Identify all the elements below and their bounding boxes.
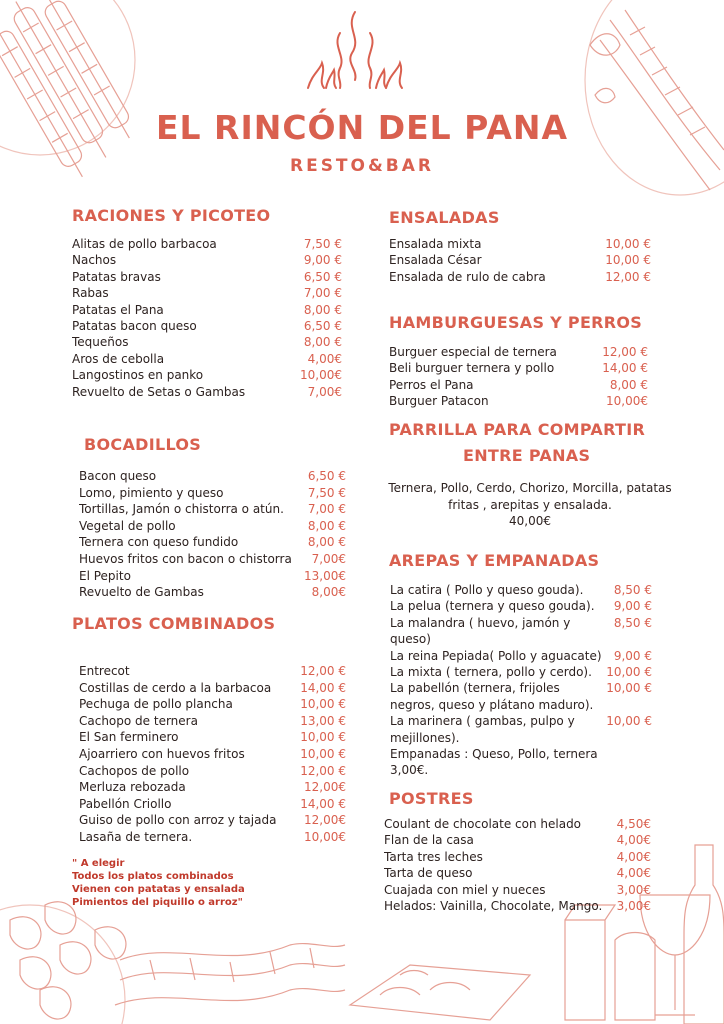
menu-list-ensaladas bbox=[389, 236, 651, 285]
menu-item bbox=[390, 582, 652, 598]
menu-item bbox=[390, 680, 652, 713]
menu-list-postres bbox=[384, 816, 651, 914]
menu-item bbox=[79, 829, 346, 846]
section-title-parrilla-line2: ENTRE PANAS bbox=[463, 446, 591, 465]
menu-item-name: La pabellón (ternera, frijoles negros, queso y plátano maduro). bbox=[390, 681, 594, 712]
menu-item-name: Bacon queso bbox=[79, 469, 157, 483]
menu-item-name: Nachos bbox=[72, 253, 117, 268]
section-title-platos: PLATOS COMBINADOS bbox=[72, 614, 276, 633]
menu-item-price: 7,00€ bbox=[311, 551, 346, 566]
menu-item bbox=[390, 664, 652, 680]
menu-item bbox=[72, 351, 342, 367]
menu-item-name: La mixta ( ternera, pollo y cerdo). bbox=[390, 665, 592, 680]
menu-item bbox=[390, 615, 652, 648]
menu-list-hamburguesas bbox=[389, 344, 648, 410]
section-title-postres: POSTRES bbox=[389, 789, 474, 808]
menu-item-price: 8,50 € bbox=[613, 615, 652, 630]
parrilla-text-line2: fritas , arepitas y ensalada. bbox=[448, 497, 612, 512]
menu-item-name: Vegetal de pollo bbox=[79, 518, 176, 533]
menu-item-price: 6,50 € bbox=[307, 469, 346, 483]
menu-item-name: Perros el Pana bbox=[389, 377, 474, 392]
menu-item-price: 12,00€ bbox=[304, 780, 346, 795]
menu-item-name: Guiso de pollo con arroz y tajada bbox=[79, 813, 277, 828]
menu-item bbox=[390, 713, 652, 746]
menu-item bbox=[79, 551, 346, 568]
menu-item-price: 13,00€ bbox=[304, 568, 346, 583]
empanadas-line2: 3,00€. bbox=[390, 763, 429, 778]
menu-item-price: 4,00€ bbox=[307, 351, 342, 366]
menu-item-price: 10,00 € bbox=[606, 681, 652, 696]
menu-item-name: Revuelto de Setas o Gambas bbox=[72, 384, 246, 399]
bacon-illustration bbox=[110, 920, 350, 1024]
menu-item bbox=[72, 384, 342, 400]
menu-item-price: 10,00 € bbox=[300, 697, 346, 712]
menu-item-price: 8,00 € bbox=[307, 518, 346, 533]
menu-item-price: 14,00 € bbox=[300, 680, 346, 695]
menu-item-name: Tortillas, Jamón o chistorra o atún. bbox=[79, 502, 284, 517]
menu-item-price: 8,00€ bbox=[311, 585, 346, 600]
menu-item-name: Beli burguer ternera y pollo bbox=[389, 361, 555, 376]
menu-item bbox=[390, 648, 652, 664]
menu-item-price: 10,00 € bbox=[300, 746, 346, 761]
menu-item bbox=[389, 344, 648, 360]
menu-item bbox=[72, 252, 342, 268]
menu-item-price: 10,00€ bbox=[606, 394, 648, 409]
menu-item-name: Cachopo de ternera bbox=[79, 713, 198, 728]
menu-item-price: 12,00 € bbox=[300, 763, 346, 778]
menu-item bbox=[79, 501, 346, 518]
menu-item-price: 6,50 € bbox=[303, 319, 342, 334]
menu-item bbox=[79, 796, 346, 813]
platos-note bbox=[72, 857, 245, 909]
empanadas-line1: Empanadas : Queso, Pollo, ternera bbox=[390, 747, 598, 761]
menu-item-name: Burguer especial de ternera bbox=[389, 345, 557, 359]
menu-item-price: 10,00 € bbox=[606, 665, 652, 680]
section-title-ensaladas: ENSALADAS bbox=[389, 208, 500, 227]
menu-item-price: 12,00 € bbox=[602, 345, 648, 359]
menu-item-name: La pelua (ternera y queso gouda). bbox=[390, 599, 595, 614]
menu-item-name: Entrecot bbox=[79, 664, 130, 678]
menu-item-name: El Pepito bbox=[79, 568, 131, 583]
menu-item-name: Costillas de cerdo a la barbacoa bbox=[79, 680, 272, 695]
parrilla-price: 40,00€ bbox=[509, 514, 551, 528]
menu-item-name: Ajoarriero con huevos fritos bbox=[79, 746, 245, 761]
menu-item-name: Tequeños bbox=[72, 335, 129, 350]
menu-item-name: Pabellón Criollo bbox=[79, 796, 172, 811]
menu-item-name: La catira ( Pollo y queso gouda). bbox=[390, 583, 584, 597]
menu-item-name: El San ferminero bbox=[79, 730, 179, 745]
menu-item-price: 12,00€ bbox=[304, 813, 346, 828]
menu-item bbox=[384, 898, 651, 914]
menu-item-price: 13,00 € bbox=[300, 713, 346, 728]
menu-item-name: La reina Pepiada( Pollo y aguacate) bbox=[390, 648, 602, 663]
menu-item-name: Ternera con queso fundido bbox=[79, 535, 239, 550]
menu-item-price: 4,00€ bbox=[616, 849, 651, 864]
restaurant-title: EL RINCÓN DEL PANA bbox=[155, 108, 569, 147]
menu-item-price: 8,00 € bbox=[303, 335, 342, 350]
menu-item bbox=[79, 696, 346, 713]
menu-item bbox=[79, 485, 346, 502]
menu-item-price: 8,50 € bbox=[613, 583, 652, 597]
menu-item-name: Merluza rebozada bbox=[79, 780, 186, 795]
menu-item-name: Langostinos en panko bbox=[72, 368, 204, 383]
menu-item-price: 9,00 € bbox=[613, 599, 652, 614]
menu-item-price: 10,00 € bbox=[605, 237, 651, 251]
menu-item bbox=[79, 729, 346, 746]
menu-list-arepas bbox=[390, 582, 652, 746]
section-title-hamburguesas: HAMBURGUESAS Y PERROS bbox=[389, 313, 643, 332]
menu-item-name: Ensalada César bbox=[389, 253, 482, 268]
menu-item-name: Patatas bacon queso bbox=[72, 319, 197, 334]
menu-list-bocadillos bbox=[79, 468, 346, 601]
menu-item bbox=[389, 236, 651, 252]
menu-item bbox=[79, 746, 346, 763]
menu-item-price: 10,00 € bbox=[606, 714, 652, 729]
menu-item bbox=[79, 779, 346, 796]
menu-item-price: 4,00€ bbox=[616, 833, 651, 848]
menu-list-platos bbox=[79, 663, 346, 846]
menu-item-price: 4,00€ bbox=[616, 866, 651, 881]
section-title-parrilla-line1: PARRILLA PARA COMPARTIR bbox=[389, 420, 646, 439]
menu-item-price: 7,00 € bbox=[303, 286, 342, 301]
menu-list-raciones bbox=[72, 236, 342, 400]
empanadas-text bbox=[390, 746, 652, 779]
menu-item-name: Pechuga de pollo plancha bbox=[79, 697, 233, 712]
menu-item bbox=[79, 663, 346, 680]
note-line: Pimientos del piquillo o arroz" bbox=[72, 897, 243, 908]
menu-item-price: 3,00€ bbox=[616, 899, 651, 914]
menu-item-price: 8,00 € bbox=[609, 377, 648, 392]
menu-item-name: Lasaña de ternera. bbox=[79, 829, 193, 844]
menu-item-name: Lomo, pimiento y queso bbox=[79, 485, 224, 500]
section-title-raciones: RACIONES Y PICOTEO bbox=[72, 206, 271, 225]
menu-item-price: 12,00 € bbox=[605, 269, 651, 284]
menu-item-name: Patatas bravas bbox=[72, 269, 161, 284]
menu-item-price: 7,00 € bbox=[307, 502, 346, 517]
food-plate-illustration bbox=[340, 945, 540, 1024]
section-title-arepas: AREPAS Y EMPANADAS bbox=[389, 551, 600, 570]
menu-item-name: Tarta tres leches bbox=[384, 849, 483, 864]
menu-item-price: 7,00€ bbox=[307, 384, 342, 399]
menu-item-price: 3,00€ bbox=[616, 882, 651, 897]
menu-item bbox=[384, 816, 651, 832]
note-line: Vienen con patatas y ensalada bbox=[72, 884, 245, 895]
menu-item bbox=[72, 367, 342, 383]
menu-item-price: 14,00 € bbox=[300, 796, 346, 811]
menu-item bbox=[79, 468, 346, 485]
menu-item-name: Ensalada de rulo de cabra bbox=[389, 269, 546, 284]
parrilla-text-line1: Ternera, Pollo, Cerdo, Chorizo, Morcilla, patatas bbox=[388, 481, 672, 495]
menu-item bbox=[79, 568, 346, 585]
menu-item bbox=[72, 302, 342, 318]
menu-item-name: Aros de cebolla bbox=[72, 351, 165, 366]
menu-item bbox=[79, 534, 346, 551]
menu-item bbox=[390, 598, 652, 614]
menu-item-name: Cuajada con miel y nueces bbox=[384, 882, 546, 897]
menu-item bbox=[72, 236, 342, 252]
menu-item-price: 12,00 € bbox=[300, 664, 346, 678]
menu-item-name: La marinera ( gambas, pulpo y mejillones). bbox=[390, 714, 575, 745]
menu-item bbox=[384, 849, 651, 865]
restaurant-subtitle: RESTO&BAR bbox=[289, 156, 435, 176]
menu-item bbox=[79, 763, 346, 780]
menu-item-price: 9,00 € bbox=[613, 648, 652, 663]
menu-item-price: 8,00 € bbox=[303, 302, 342, 317]
menu-item-price: 7,50 € bbox=[307, 485, 346, 500]
menu-item-price: 10,00 € bbox=[300, 730, 346, 745]
menu-item bbox=[72, 285, 342, 301]
menu-item-name: Tarta de queso bbox=[384, 866, 473, 881]
menu-item bbox=[79, 680, 346, 697]
menu-item-name: Rabas bbox=[72, 286, 109, 301]
menu-item-name: Patatas el Pana bbox=[72, 302, 164, 317]
menu-item bbox=[389, 360, 648, 376]
menu-item-price: 4,50€ bbox=[616, 817, 651, 831]
menu-item-price: 10,00€ bbox=[300, 368, 342, 383]
menu-item bbox=[389, 269, 651, 285]
menu-item bbox=[384, 832, 651, 848]
menu-item bbox=[389, 393, 648, 409]
menu-item-price: 8,00 € bbox=[307, 535, 346, 550]
menu-item bbox=[384, 882, 651, 898]
menu-item-name: Coulant de chocolate con helado bbox=[384, 817, 582, 831]
menu-item-name: Burguer Patacon bbox=[389, 394, 489, 409]
menu-item bbox=[384, 865, 651, 881]
menu-item bbox=[72, 334, 342, 350]
menu-item bbox=[389, 252, 651, 268]
menu-item-price: 9,00 € bbox=[303, 253, 342, 268]
menu-item bbox=[79, 584, 346, 601]
menu-item-price: 14,00 € bbox=[602, 361, 648, 376]
note-line: Todos los platos combinados bbox=[72, 871, 234, 882]
note-line: " A elegir bbox=[72, 858, 125, 869]
menu-item-price: 10,00€ bbox=[304, 829, 346, 844]
flame-logo-icon bbox=[300, 8, 410, 100]
menu-item-name: Alitas de pollo barbacoa bbox=[72, 237, 217, 251]
menu-item bbox=[79, 713, 346, 730]
menu-item-name: La malandra ( huevo, jamón y queso) bbox=[390, 615, 571, 647]
menu-item-name: Flan de la casa bbox=[384, 833, 474, 848]
menu-item bbox=[79, 518, 346, 535]
menu-item-name: Revuelto de Gambas bbox=[79, 585, 204, 600]
menu-item bbox=[72, 269, 342, 285]
menu-item-price: 6,50 € bbox=[303, 269, 342, 284]
menu-item bbox=[79, 812, 346, 829]
menu-item bbox=[72, 318, 342, 334]
menu-item-price: 10,00 € bbox=[605, 253, 651, 268]
menu-item-name: Cachopos de pollo bbox=[79, 763, 190, 778]
section-title-bocadillos: BOCADILLOS bbox=[84, 435, 202, 454]
menu-item-price: 7,50 € bbox=[303, 237, 342, 251]
menu-item-name: Huevos fritos con bacon o chistorra bbox=[79, 551, 292, 566]
menu-item-name: Helados: Vainilla, Chocolate, Mango. bbox=[384, 899, 603, 914]
menu-item-name: Ensalada mixta bbox=[389, 237, 482, 251]
menu-item bbox=[389, 377, 648, 393]
parrilla-description bbox=[375, 480, 685, 530]
